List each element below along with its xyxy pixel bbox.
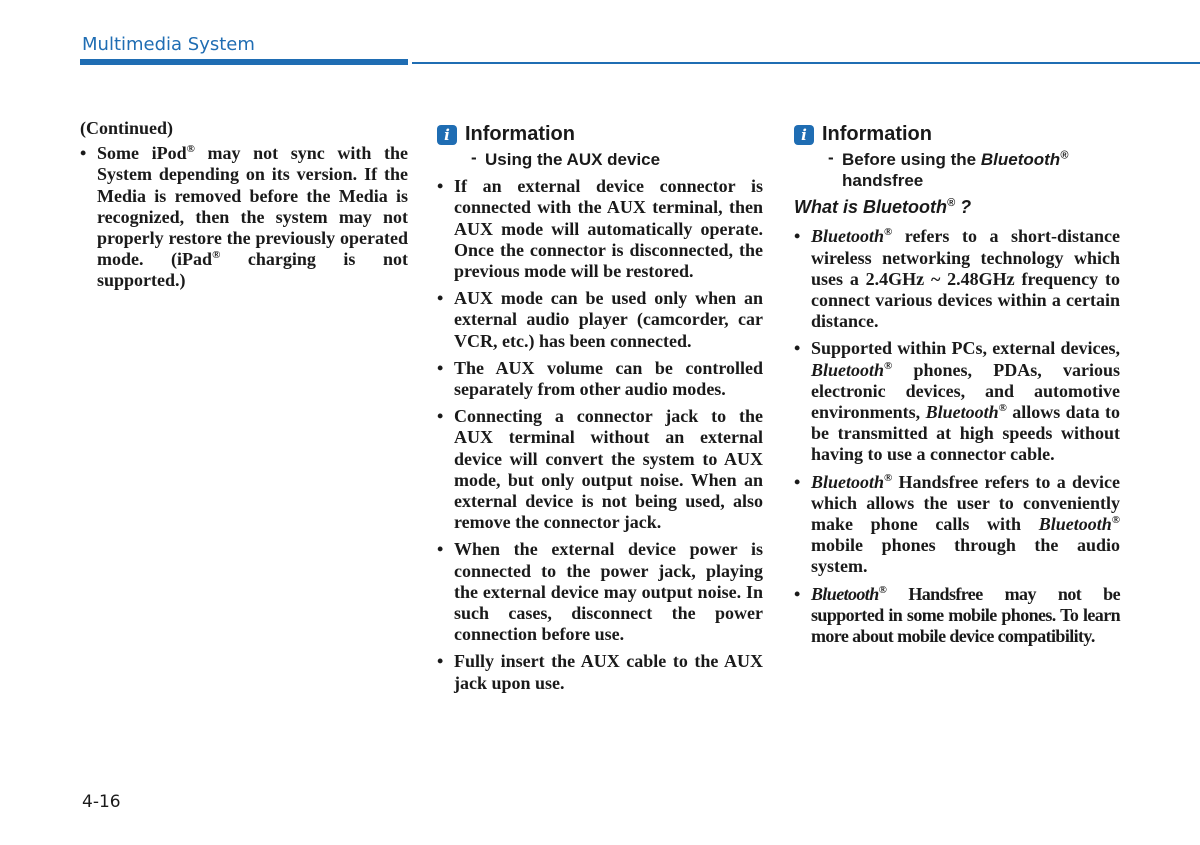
list-item-text: allows data to be transmitted at high speeds without having to use a connector cable. (811, 402, 1120, 465)
list-item (794, 584, 1120, 648)
registered-mark: ® (884, 226, 893, 239)
info-subtitle-text: Before using the (842, 150, 981, 170)
dash-glyph: - (828, 148, 834, 168)
info-subtitle (828, 149, 1120, 191)
registered-mark: ® (1060, 149, 1069, 162)
bullet-list (80, 143, 408, 291)
list-item: • Connecting a connector jack to the AUX terminal without an external device will convert the system to AUX mode, but only output noise. When an external device is not being used, also remove the connector jack. (437, 406, 763, 533)
brand-italic: Bluetooth (811, 583, 879, 604)
info-heading (437, 124, 763, 145)
bullet-list (437, 176, 763, 694)
info-subtitle-italic: Bluetooth (980, 150, 1061, 170)
list-item-text: Supported within PCs, external devices, (811, 338, 1120, 359)
info-title: Information (465, 123, 575, 145)
list-item-text: mobile phones through the audio system. (811, 535, 1120, 577)
info-subtitle-text: Using the AUX device (485, 150, 661, 170)
list-item-text: charging is not supported.) (97, 249, 408, 291)
list-item: • AUX mode can be used only when an external audio player (camcorder, car VCR, etc.) has been connected. (437, 288, 763, 352)
info-subtitle-text: handsfree (842, 171, 924, 191)
header-rule-thick (80, 59, 408, 65)
brand-italic: Bluetooth (811, 359, 885, 380)
info-subtitle (471, 149, 763, 170)
registered-mark: ® (212, 249, 221, 262)
dash-glyph: - (471, 148, 477, 168)
section-heading-end: ? (955, 197, 972, 218)
info-box-bluetooth (794, 118, 1120, 653)
info-icon: i (794, 125, 814, 145)
list-item-text: Handsfree may not be supported in some mobile phones. To learn more about mobile device compatibility. (811, 583, 1120, 647)
list-item-text: Handsfree refers to a device which allows the user to conveniently make phone calls with (811, 471, 1120, 535)
registered-mark: ® (186, 143, 195, 156)
list-item-text: Some iPod (97, 143, 187, 164)
info-box-aux (437, 118, 763, 700)
list-item: • The AUX volume can be controlled separately from other audio modes. (437, 358, 763, 400)
list-item (794, 226, 1120, 332)
section-heading-text: What is Bluetooth (794, 197, 947, 218)
registered-mark: ® (998, 402, 1007, 415)
brand-italic: Bluetooth (811, 226, 885, 247)
info-icon: i (437, 125, 457, 145)
info-title: Information (822, 123, 932, 145)
bullet-list (794, 226, 1120, 647)
brand-italic: Bluetooth (811, 471, 885, 492)
info-heading (794, 124, 1120, 145)
section-heading (794, 197, 1120, 218)
brand-italic: Bluetooth (1038, 514, 1112, 535)
list-item: • Fully insert the AUX cable to the AUX jack upon use. (437, 651, 763, 693)
registered-mark: ® (884, 471, 893, 484)
brand-italic: Bluetooth (925, 402, 999, 423)
list-item (794, 472, 1120, 578)
continued-label: (Continued) (80, 118, 174, 138)
list-item-text: phones, PDAs, various electronic devices, and automotive environments, (811, 359, 1120, 423)
registered-mark: ® (1111, 514, 1120, 527)
list-item: • When the external device power is connected to the power jack, playing the external device may output noise. In such cases, disconnect the power connection before use. (437, 539, 763, 645)
list-item: • If an external device connector is connected with the AUX terminal, then AUX mode will automatically operate. Once the connector is disconnected, the previous mode will be restored. (437, 176, 763, 282)
registered-mark: ® (878, 583, 887, 596)
registered-mark: ® (946, 197, 956, 210)
list-item-text: refers to a short-distance wireless networking technology which uses a 2.4GHz ~ 2.48GHz frequency to connect various devices within a certain distance. (811, 226, 1120, 332)
header-rule-thin (412, 62, 1200, 64)
list-item (80, 143, 408, 291)
registered-mark: ® (884, 359, 893, 372)
column-left (80, 118, 408, 298)
list-item-text: may not sync with the System depending on its version. If the Media is removed before the Media is recognized, then the system may not properly restore the previously operated mode. (iPad (97, 143, 408, 270)
page-number: 4-16 (82, 792, 121, 812)
header-title: Multimedia System (82, 34, 255, 55)
list-item (794, 338, 1120, 465)
